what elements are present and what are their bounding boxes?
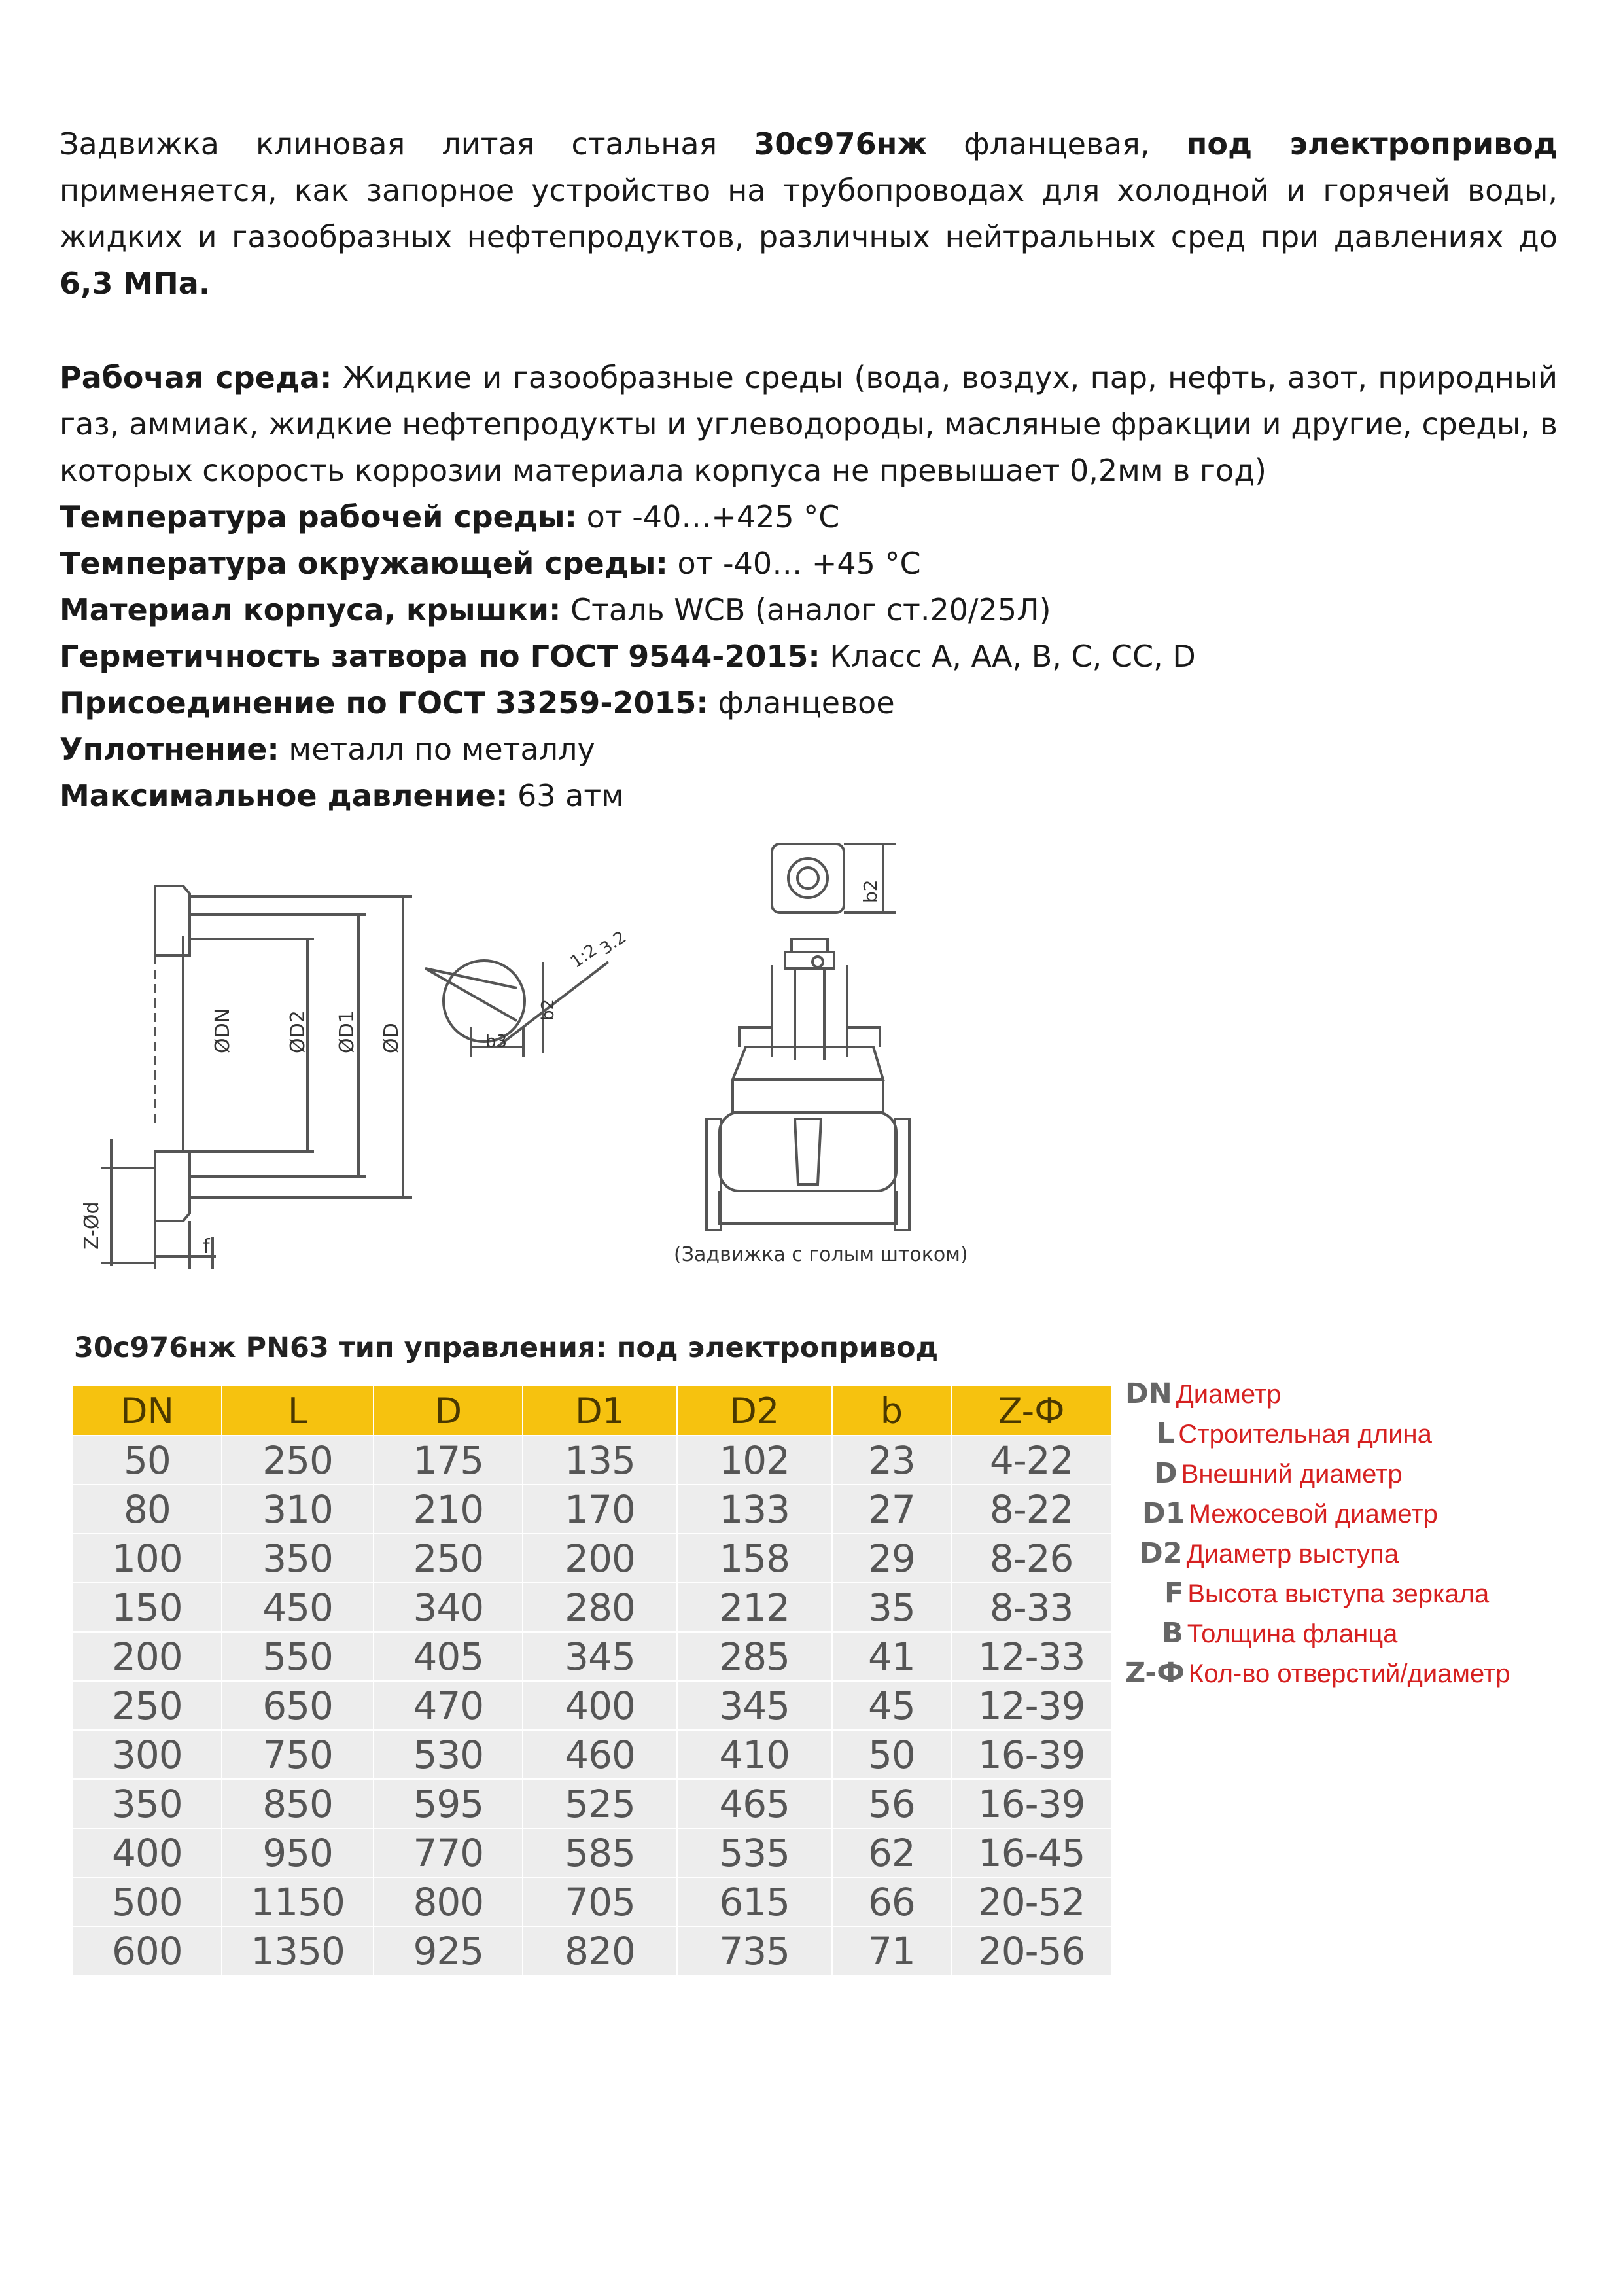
table-cell: 66 xyxy=(832,1877,952,1926)
label-z-d: Z-Ød xyxy=(80,1201,103,1250)
spec-value: Класс А, АА, В, С, СС, D xyxy=(820,639,1196,674)
table-cell: 150 xyxy=(73,1583,222,1632)
label-dn: ØDN xyxy=(211,1008,234,1053)
table-cell: 50 xyxy=(832,1730,952,1779)
header-d1: D1 xyxy=(523,1386,677,1436)
legend-key: D xyxy=(1154,1457,1178,1490)
table-cell: 585 xyxy=(523,1828,677,1877)
table-cell: 925 xyxy=(374,1926,523,1975)
table-cell: 250 xyxy=(222,1436,374,1485)
table-cell: 56 xyxy=(832,1779,952,1828)
table-cell: 410 xyxy=(677,1730,832,1779)
table-cell: 405 xyxy=(374,1632,523,1681)
table-cell: 650 xyxy=(222,1681,374,1730)
table-cell: 35 xyxy=(832,1583,952,1632)
table-cell: 340 xyxy=(374,1583,523,1632)
spec-value: от -40… +45 °С xyxy=(667,546,921,581)
legend-value: Внешний диаметр xyxy=(1181,1460,1403,1489)
spec-sealing xyxy=(60,726,1558,773)
flange-face-detail xyxy=(425,961,608,1057)
spec-value: 63 атм xyxy=(508,778,624,813)
table-cell: 525 xyxy=(523,1779,677,1828)
legend-item xyxy=(1125,1617,1510,1657)
table-row xyxy=(73,1828,1111,1877)
table-cell: 41 xyxy=(832,1632,952,1681)
legend-key: D1 xyxy=(1142,1497,1185,1530)
table-cell: 50 xyxy=(73,1436,222,1485)
table-cell: 100 xyxy=(73,1534,222,1583)
table-cell: 470 xyxy=(374,1681,523,1730)
header-d: D xyxy=(374,1386,523,1436)
table-cell: 280 xyxy=(523,1583,677,1632)
header-z-f: Z-Ф xyxy=(951,1386,1111,1436)
legend-key: L xyxy=(1157,1417,1175,1450)
spec-value: металл по металлу xyxy=(279,732,595,767)
label-b2-top: b2 xyxy=(860,879,881,903)
legend-value: Диаметр выступа xyxy=(1186,1540,1399,1568)
label-ratio: 1:2 xyxy=(567,940,601,972)
spec-value: Сталь WCB (аналог ст.20/25Л) xyxy=(561,592,1051,627)
table-cell: 200 xyxy=(523,1534,677,1583)
spec-label: Герметичность затвора по ГОСТ 9544-2015: xyxy=(60,639,820,674)
table-cell: 200 xyxy=(73,1632,222,1681)
legend-key: B xyxy=(1162,1617,1183,1650)
table-cell: 850 xyxy=(222,1779,374,1828)
table-cell: 45 xyxy=(832,1681,952,1730)
table-cell: 250 xyxy=(73,1681,222,1730)
table-cell: 135 xyxy=(523,1436,677,1485)
table-cell: 250 xyxy=(374,1534,523,1583)
header-l: L xyxy=(222,1386,374,1436)
table-cell: 16-39 xyxy=(951,1730,1111,1779)
legend-value: Диаметр xyxy=(1176,1380,1282,1409)
table-cell: 285 xyxy=(677,1632,832,1681)
legend-value: Кол-во отверстий/диаметр xyxy=(1188,1659,1510,1688)
table-row xyxy=(73,1583,1111,1632)
table-cell: 12-33 xyxy=(951,1632,1111,1681)
table-cell: 350 xyxy=(222,1534,374,1583)
spec-label: Рабочая среда: xyxy=(60,360,332,395)
table-row xyxy=(73,1730,1111,1779)
table-cell: 460 xyxy=(523,1730,677,1779)
table-cell: 170 xyxy=(523,1485,677,1534)
legend-item xyxy=(1125,1657,1510,1697)
table-title: 30с976нж PN63 тип управления: под электропривод xyxy=(74,1332,939,1364)
spec-ambient-temperature xyxy=(60,540,1558,587)
table-cell: 16-39 xyxy=(951,1779,1111,1828)
table-row xyxy=(73,1632,1111,1681)
table-cell: 400 xyxy=(523,1681,677,1730)
table-cell: 133 xyxy=(677,1485,832,1534)
flange-drawing xyxy=(101,886,412,1269)
legend-item xyxy=(1125,1497,1510,1537)
spec-label: Материал корпуса, крышки: xyxy=(60,592,561,627)
spec-body-material xyxy=(60,587,1558,633)
legend-key: F xyxy=(1164,1577,1184,1610)
table-row xyxy=(73,1436,1111,1485)
spec-medium-temperature xyxy=(60,494,1558,540)
table-cell: 595 xyxy=(374,1779,523,1828)
technical-drawing xyxy=(0,831,981,1296)
table-cell: 530 xyxy=(374,1730,523,1779)
spec-label: Присоединение по ГОСТ 33259-2015: xyxy=(60,685,708,720)
intro-text-3: применяется, как запорное устройство на трубопроводах для холодной и горячей воды, жидких и газообразных нефтепродуктов, различных нейтральных сред при давлениях до xyxy=(60,173,1558,255)
table-cell: 158 xyxy=(677,1534,832,1583)
spec-label: Уплотнение: xyxy=(60,732,279,767)
legend-key: DN xyxy=(1125,1377,1172,1410)
spec-label: Температура рабочей среды: xyxy=(60,499,578,535)
legend-value: Толщина фланца xyxy=(1187,1619,1398,1648)
table-cell: 8-22 xyxy=(951,1485,1111,1534)
table-cell: 71 xyxy=(832,1926,952,1975)
spec-connection xyxy=(60,680,1558,726)
table-cell: 615 xyxy=(677,1877,832,1926)
table-header-row xyxy=(73,1386,1111,1436)
table-cell: 800 xyxy=(374,1877,523,1926)
table-cell: 550 xyxy=(222,1632,374,1681)
label-roughness: 3.2 xyxy=(596,927,630,959)
flange-labels xyxy=(80,1008,403,1258)
table-cell: 345 xyxy=(677,1681,832,1730)
dimensions-table xyxy=(72,1385,1112,1976)
header-b: b xyxy=(832,1386,952,1436)
label-d: ØD xyxy=(380,1023,403,1053)
table-cell: 950 xyxy=(222,1828,374,1877)
table-cell: 750 xyxy=(222,1730,374,1779)
table-cell: 8-33 xyxy=(951,1583,1111,1632)
table-cell: 465 xyxy=(677,1779,832,1828)
table-cell: 4-22 xyxy=(951,1436,1111,1485)
intro-drive: под электропривод xyxy=(1186,126,1558,162)
table-cell: 62 xyxy=(832,1828,952,1877)
table-cell: 310 xyxy=(222,1485,374,1534)
spec-tightness xyxy=(60,633,1558,680)
table-cell: 1350 xyxy=(222,1926,374,1975)
legend-key: D2 xyxy=(1140,1537,1183,1570)
label-d2: ØD2 xyxy=(287,1010,309,1053)
table-cell: 175 xyxy=(374,1436,523,1485)
spec-value: от -40…+425 °С xyxy=(577,499,840,535)
table-cell: 20-56 xyxy=(951,1926,1111,1975)
table-cell: 8-26 xyxy=(951,1534,1111,1583)
intro-pressure: 6,3 МПа. xyxy=(60,266,211,301)
label-d1: ØD1 xyxy=(336,1010,358,1053)
spec-max-pressure xyxy=(60,773,1558,819)
spec-value: Жидкие и газообразные среды (вода, воздух, пар, нефть, азот, природный газ, аммиак, жидкие нефтепродукты и углеводороды, масляные фракции и другие, среды, в которых скорость коррозии материала корпуса не превышает 0,2мм в год) xyxy=(60,360,1558,488)
legend-item xyxy=(1125,1537,1510,1577)
intro-text-2: фланцевая, xyxy=(927,126,1187,162)
table-cell: 212 xyxy=(677,1583,832,1632)
legend-item xyxy=(1125,1417,1510,1457)
table-cell: 23 xyxy=(832,1436,952,1485)
legend-item xyxy=(1125,1577,1510,1617)
table-row xyxy=(73,1877,1111,1926)
table-cell: 12-39 xyxy=(951,1681,1111,1730)
table-cell: 345 xyxy=(523,1632,677,1681)
table-cell: 535 xyxy=(677,1828,832,1877)
table-cell: 20-52 xyxy=(951,1877,1111,1926)
header-d2: D2 xyxy=(677,1386,832,1436)
legend xyxy=(1125,1377,1510,1697)
spec-value: фланцевое xyxy=(708,685,895,720)
label-f: f xyxy=(203,1235,210,1258)
specs-list xyxy=(60,355,1558,819)
intro-paragraph xyxy=(60,121,1558,307)
label-b3: b3 xyxy=(485,1032,508,1051)
table-cell: 705 xyxy=(523,1877,677,1926)
spec-label: Максимальное давление: xyxy=(60,778,508,813)
spec-working-medium xyxy=(60,355,1558,494)
table-cell: 770 xyxy=(374,1828,523,1877)
table-cell: 1150 xyxy=(222,1877,374,1926)
intro-text-1: Задвижка клиновая литая стальная xyxy=(60,126,754,162)
face-labels xyxy=(485,927,630,1051)
table-cell: 350 xyxy=(73,1779,222,1828)
table-cell: 102 xyxy=(677,1436,832,1485)
table-cell: 820 xyxy=(523,1926,677,1975)
table-cell: 16-45 xyxy=(951,1828,1111,1877)
table-cell: 735 xyxy=(677,1926,832,1975)
spec-label: Температура окружающей среды: xyxy=(60,546,668,581)
table-cell: 210 xyxy=(374,1485,523,1534)
legend-value: Строительная длина xyxy=(1178,1420,1432,1449)
table-cell: 450 xyxy=(222,1583,374,1632)
intro-model: 30с976нж xyxy=(754,126,928,162)
table-cell: 27 xyxy=(832,1485,952,1534)
table-row xyxy=(73,1779,1111,1828)
legend-item xyxy=(1125,1457,1510,1497)
table-cell: 300 xyxy=(73,1730,222,1779)
table-cell: 500 xyxy=(73,1877,222,1926)
legend-key: Z-Ф xyxy=(1125,1657,1185,1689)
table-row xyxy=(73,1681,1111,1730)
legend-value: Высота выступа зеркала xyxy=(1187,1580,1490,1608)
table-cell: 80 xyxy=(73,1485,222,1534)
header-dn: DN xyxy=(73,1386,222,1436)
table-row xyxy=(73,1534,1111,1583)
legend-value: Межосевой диаметр xyxy=(1189,1500,1438,1528)
legend-item xyxy=(1125,1377,1510,1417)
table-cell: 29 xyxy=(832,1534,952,1583)
drawing-caption: (Задвижка с голым штоком) xyxy=(674,1243,968,1266)
table-row xyxy=(73,1926,1111,1975)
table-cell: 400 xyxy=(73,1828,222,1877)
table-cell: 600 xyxy=(73,1926,222,1975)
label-b2-face: b2 xyxy=(538,998,558,1021)
table-row xyxy=(73,1485,1111,1534)
